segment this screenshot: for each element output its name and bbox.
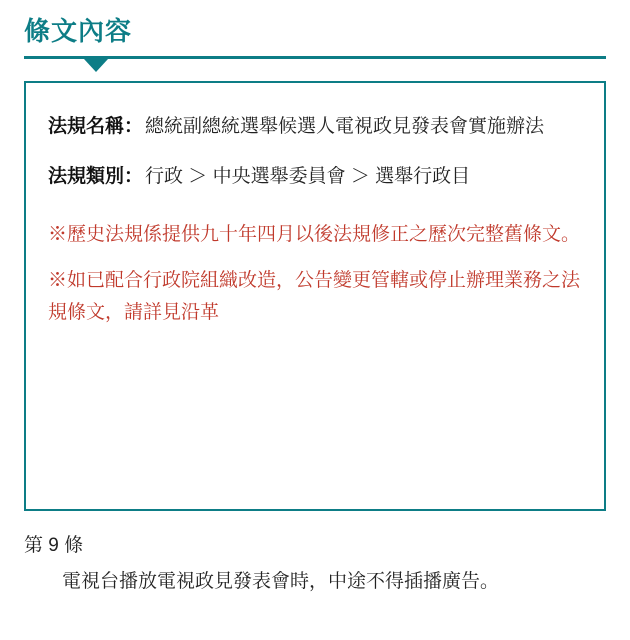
note-historical-regulations: ※歷史法規係提供九十年四月以後法規修正之歷次完整舊條文。 <box>48 224 581 245</box>
note-organizational-restructuring: ※如已配合行政院組織改造，公告變更管轄或停止辦理業務之法規條文，請詳見沿革 <box>48 270 581 323</box>
header-notch-icon <box>84 59 108 72</box>
header-divider <box>24 56 606 59</box>
regulation-category-label: 法規類別 <box>48 166 125 187</box>
regulation-name-colon: ： <box>124 116 144 137</box>
notes-block <box>48 219 582 329</box>
article-text: 電視台播放電視政見發表會時，中途不得插播廣告。 <box>62 571 500 592</box>
page-header <box>0 0 630 59</box>
regulation-info-card <box>24 81 606 511</box>
article-number: 第 9 條 <box>24 535 84 556</box>
article-section <box>24 531 606 597</box>
regulation-category-value: 行政 ＞ 中央選舉委員會 ＞ 選舉行政目 <box>145 166 471 187</box>
regulation-name-row <box>48 111 582 143</box>
regulation-name-value: 總統副總統選舉候選人電視政見發表會實施辦法 <box>145 116 545 137</box>
page-title: 條文內容 <box>24 16 133 46</box>
regulation-category-colon: ： <box>124 166 144 187</box>
regulation-name-label: 法規名稱 <box>48 116 125 137</box>
regulation-category-row <box>48 161 582 193</box>
